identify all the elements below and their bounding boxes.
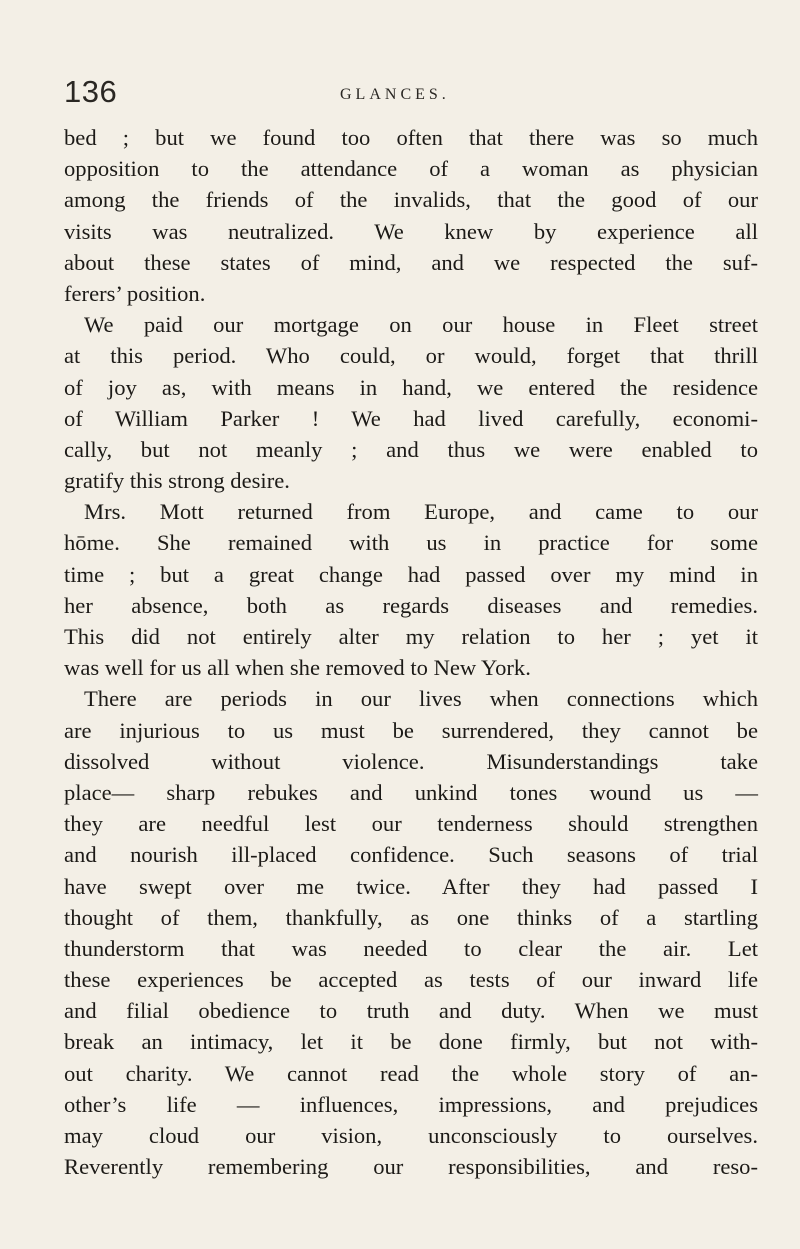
text-line: of joy as, with means in hand, we entered the residence — [64, 374, 758, 400]
text-line: these experiences be accepted as tests of our inward life — [64, 967, 758, 993]
text-line: thought of them, thankfully, as one thinks of a startling — [64, 904, 758, 930]
text-line: hōme. She remained with us in practice for some — [64, 530, 758, 556]
text-line: was well for us all when she removed to New York. — [64, 655, 531, 681]
text-line: at this period. Who could, or would, forget that thrill — [64, 343, 758, 369]
body-text — [64, 122, 758, 1182]
text-line: and filial obedience to truth and duty. When we must — [64, 998, 758, 1024]
text-line: place— sharp rebukes and unkind tones wound us — — [64, 779, 758, 805]
text-line: other’s life — influences, impressions, and prejudices — [64, 1091, 758, 1117]
text-line: dissolved without violence. Misunderstandings take — [64, 748, 758, 774]
running-head — [64, 70, 760, 122]
text-line: of William Parker ! We had lived carefully, economi- — [64, 405, 758, 431]
text-line: Mrs. Mott returned from Europe, and came to our — [84, 499, 758, 525]
text-line: and nourish ill-placed confidence. Such seasons of trial — [64, 842, 758, 868]
text-line: bed ; but we found too often that there was so much — [64, 125, 758, 150]
text-line: opposition to the attendance of a woman as physician — [64, 156, 758, 182]
page-number: 136 — [64, 74, 118, 109]
text-line: thunderstorm that was needed to clear the air. Let — [64, 935, 758, 961]
text-line: There are periods in our lives when connections which — [84, 686, 758, 712]
text-line: gratify this strong desire. — [64, 468, 290, 494]
text-line: are injurious to us must be surrendered, they cannot be — [64, 717, 758, 743]
text-line: about these states of mind, and we respected the suf- — [64, 249, 758, 275]
text-line: visits was neutralized. We knew by experience all — [64, 218, 758, 244]
text-line: have swept over me twice. After they had passed I — [64, 873, 758, 899]
text-line: may cloud our vision, unconsciously to ourselves. — [64, 1123, 758, 1148]
running-title: GLANCES. — [340, 86, 450, 103]
text-line: cally, but not meanly ; and thus we were enabled to — [64, 436, 758, 462]
text-line: Reverently remembering our responsibilities, and reso- — [64, 1154, 758, 1180]
text-line: We paid our mortgage on our house in Fleet street — [84, 312, 758, 338]
text-line: her absence, both as regards diseases and remedies. — [64, 592, 758, 618]
text-line: they are needful lest our tenderness should strengthen — [64, 811, 758, 837]
text-line: This did not entirely alter my relation to her ; yet it — [64, 624, 758, 649]
text-line: out charity. We cannot read the whole story of an- — [64, 1060, 758, 1086]
text-line: ferers’ position. — [64, 280, 206, 306]
text-line: among the friends of the invalids, that the good of our — [64, 187, 758, 213]
text-line: break an intimacy, let it be done firmly, but not with- — [64, 1029, 758, 1055]
text-line: time ; but a great change had passed over my mind in — [64, 561, 758, 587]
